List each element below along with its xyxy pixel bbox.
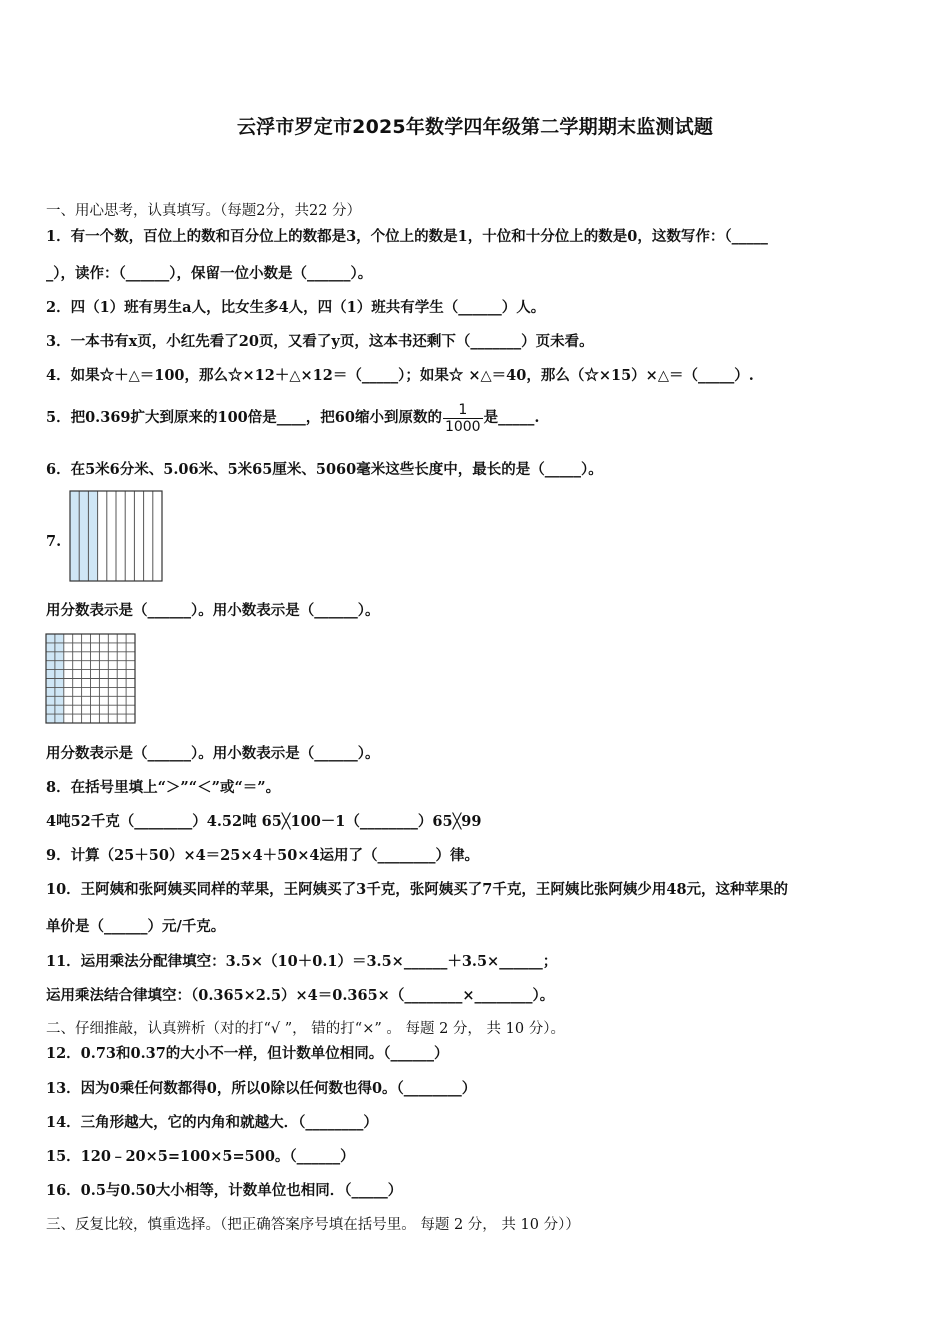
question-10-line-1: 10．王阿姨和张阿姨买同样的苹果，王阿姨买了3千克，张阿姨买了7千克，王阿姨比张阿姨少用48元，这种苹果的 bbox=[46, 881, 789, 898]
question-13: 13．因为0乘任何数都得0，所以0除以任何数也得0。（________） bbox=[46, 1080, 477, 1097]
question-12: 12．0.73和0.37的大小不一样，但计数单位相同。（______） bbox=[46, 1045, 449, 1062]
question-8-comparisons: 4吨52千克（________）4.52吨 65╳100－1（________）65╳99 bbox=[46, 813, 482, 830]
strip-shaded-area bbox=[70, 491, 98, 581]
question-5-text-before: 5．把0.369扩大到原来的100倍是____，把60缩小到原数的 bbox=[46, 409, 442, 426]
question-9: 9．计算（25＋50）×4＝25×4＋50×4运用了（________）律。 bbox=[46, 847, 480, 864]
section3-heading: 三、反复比较，慎重选择。（把正确答案序号填在括号里。 每题 2 分， 共 10 分）） bbox=[46, 1217, 580, 1233]
question-1-line-1: 1．有一个数，百位上的数和百分位上的数都是3，个位上的数是1，十位和十分位上的数是0，这数写作：（_____ bbox=[46, 228, 768, 245]
hundredths-grid-figure bbox=[45, 633, 136, 724]
question-8: 8．在括号里填上“＞”“＜”或“＝”。 bbox=[46, 779, 281, 796]
tenths-strip-figure bbox=[69, 490, 163, 582]
fraction-numerator: 1 bbox=[458, 401, 468, 418]
question-11-line-2: 运用乘法结合律填空：（0.365×2.5）×4＝0.365×（________×________）。 bbox=[46, 987, 555, 1004]
section2-heading: 二、仔细推敲，认真辨析（对的打“√ ”， 错的打“×” 。 每题 2 分， 共 10 分）。 bbox=[46, 1021, 565, 1037]
page-title: 云浮市罗定市2025年数学四年级第二学期期末监测试题 bbox=[236, 116, 714, 138]
question-7-label: 7. bbox=[46, 533, 62, 550]
question-11-line-1: 11．运用乘法分配律填空：3.5×（10＋0.1）＝3.5×______＋3.5×______； bbox=[46, 953, 558, 970]
question-4: 4．如果☆＋△＝100，那么☆×12＋△×12＝（_____）；如果☆ ×△＝40，那么（☆×15）×△＝（_____）. bbox=[46, 367, 754, 384]
question-5-text-after: 是_____. bbox=[483, 409, 540, 426]
question-2: 2．四（1）班有男生a人，比女生多4人，四（1）班共有学生（______）人。 bbox=[46, 299, 546, 316]
fraction bbox=[443, 402, 483, 435]
question-15: 15．120﹣20×5=100×5=500。（______） bbox=[46, 1148, 355, 1165]
question-7-fill-2: 用分数表示是（______）。用小数表示是（______）。 bbox=[46, 745, 380, 762]
question-7-fill-1: 用分数表示是（______）。用小数表示是（______）。 bbox=[46, 602, 380, 619]
question-6: 6．在5米6分米、5.06米、5米65厘米、5060毫米这些长度中，最长的是（_____）。 bbox=[46, 461, 603, 478]
question-3: 3．一本书有x页，小红先看了20页，又看了y页，这本书还剩下（_______）页未看。 bbox=[46, 333, 594, 350]
fraction-denominator: 1000 bbox=[444, 418, 481, 435]
question-5 bbox=[46, 398, 539, 438]
question-14: 14．三角形越大，它的内角和就越大．（________） bbox=[46, 1114, 378, 1131]
section1-heading: 一、用心思考，认真填写。（每题2分，共22 分） bbox=[46, 203, 362, 219]
question-16: 16．0.5与0.50大小相等，计数单位也相同．（_____） bbox=[46, 1182, 403, 1199]
question-1-line-2: _），读作：（______），保留一位小数是（______）。 bbox=[46, 265, 373, 282]
question-10-line-2: 单价是（______）元/千克。 bbox=[46, 918, 226, 935]
